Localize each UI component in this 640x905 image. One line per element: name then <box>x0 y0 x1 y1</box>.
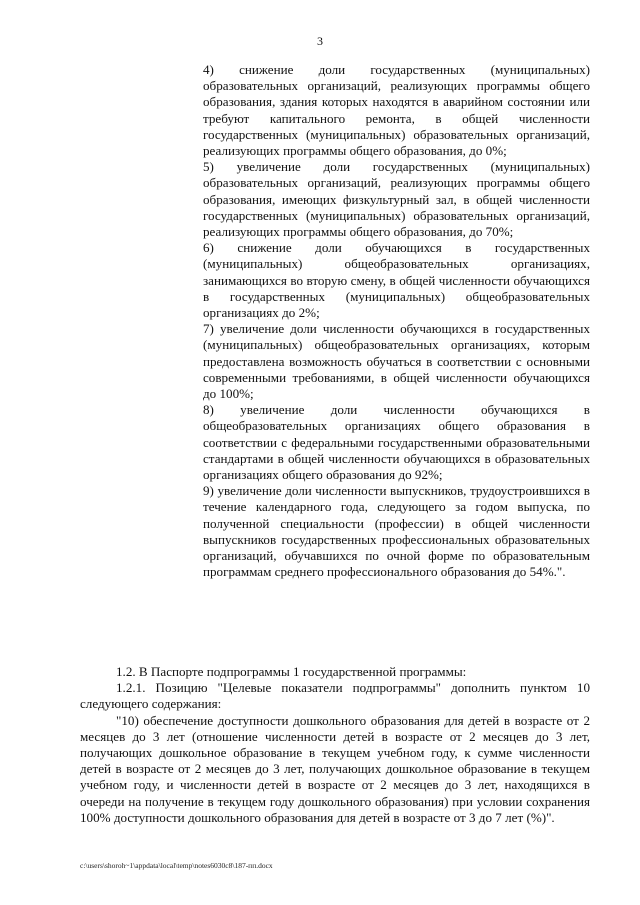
goal-item-4: 4) снижение доли государственных (муниципальных) образовательных организаций, реализующих программы общего образования, здания которых находятся в аварийном состоянии или требуют капитального ремонта, в общей численности государственных (муниципальных) образовательных организаций, реализующих программы общего образования, до 0%; <box>203 62 590 159</box>
goal-item-7: 7) увеличение доли численности обучающихся в государственных (муниципальных) общеобразовательных организациях, которым предоставлена возможность обучаться в соответствии с основными современными требованиями, в общей численности обучающихся до 100%; <box>203 321 590 402</box>
goal-items-list <box>203 62 590 581</box>
goal-item-8: 8) увеличение доли численности обучающихся в общеобразовательных организациях общего образования в соответствии с федеральными государственными образовательными стандартами в общей численности обучающихся в образовательных организациях общего образования до 92%; <box>203 402 590 483</box>
section-1-2-1: 1.2.1. Позицию "Целевые показатели подпрограммы" дополнить пунктом 10 следующего содержания: <box>80 680 590 712</box>
body-text <box>80 664 590 826</box>
section-1-2: 1.2. В Паспорте подпрограммы 1 государственной программы: <box>116 664 467 679</box>
page-number: 3 <box>317 34 323 48</box>
goal-item-5: 5) увеличение доли государственных (муниципальных) образовательных организаций, реализующих программы общего образования, имеющих физкультурный зал, в общей численности государственных (муниципальных) образовательных организаций, реализующих программы общего образования, до 70%; <box>203 159 590 240</box>
goal-item-9: 9) увеличение доли численности выпускников, трудоустроившихся в течение календарного года, следующего за годом выпуска, по полученной специальности (профессии) в общей численности выпускников государственных профессиональных образовательных организаций, обучавшихся по очной форме по образовательным программам среднего профессионального образования до 54%.". <box>203 483 590 580</box>
goal-item-6: 6) снижение доли обучающихся в государственных (муниципальных) общеобразовательных организациях, занимающихся во вторую смену, в общей численности обучающихся в государственных (муниципальных) общеобразовательных организациях до 2%; <box>203 240 590 321</box>
item-10-text: "10) обеспечение доступности дошкольного образования для детей в возрасте от 2 месяцев до 3 лет (отношение численности детей в возрасте от 2 месяцев до 3 лет, получающих дошкольное образование в текущем учебном году, к сумме численности детей в возрасте от 2 месяцев до 3 лет, получающих дошкольное образование в текущем учебном году, и численности детей в возрасте от 2 месяцев до 3 лет, находящихся в очереди на получение в текущем году дошкольного образования) при условии сохранения 100% доступности дошкольного образования для детей в возрасте от 3 до 7 лет (%)". <box>80 712 590 825</box>
footer-file-path: c:\users\shoroh~1\appdata\local\temp\notes6030c8\187-пп.docx <box>80 861 273 870</box>
